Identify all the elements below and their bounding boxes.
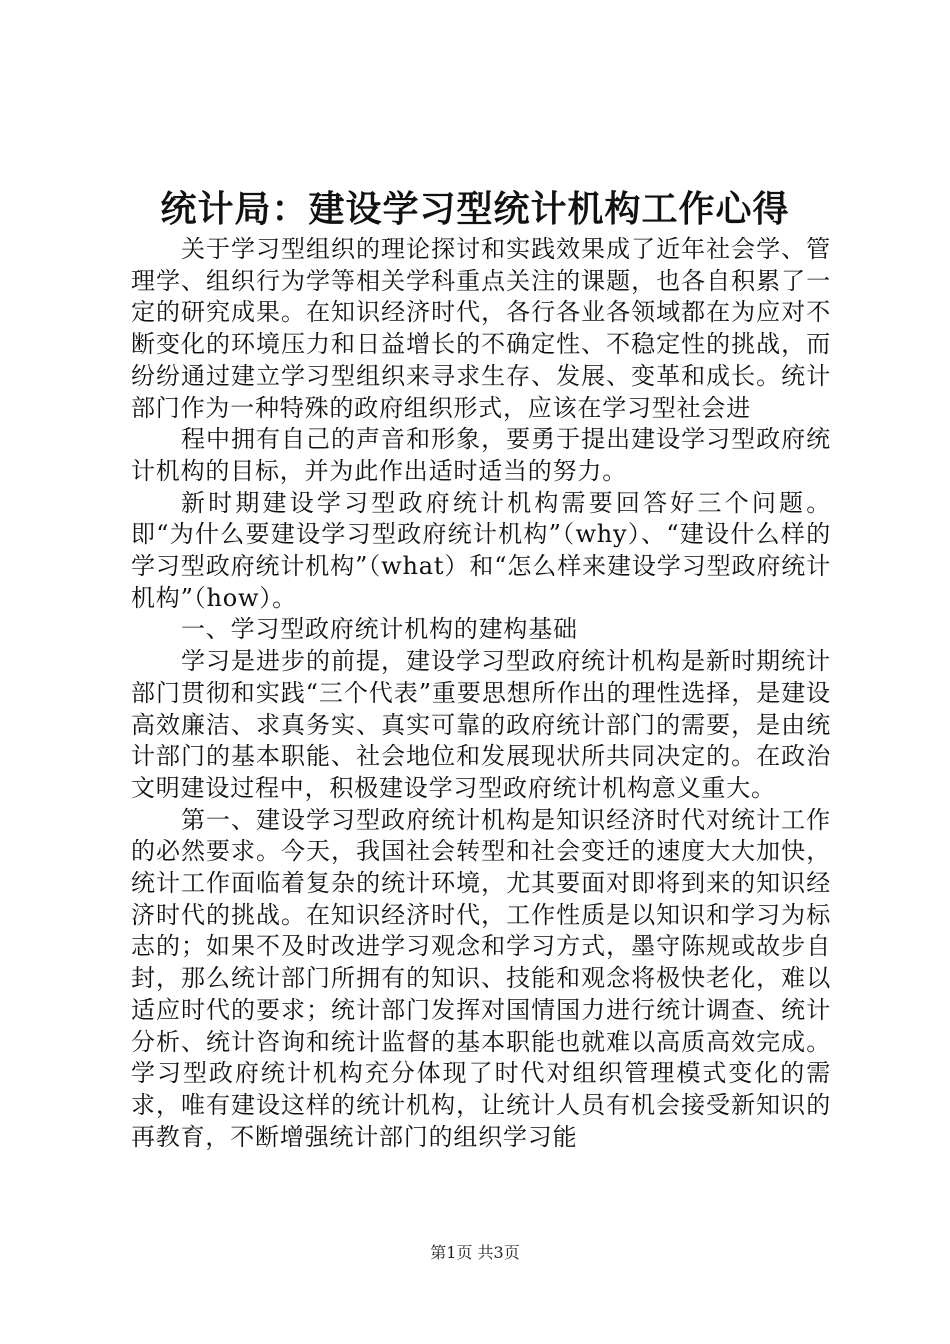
section-heading: 一、学习型政府统计机构的建构基础 — [181, 615, 578, 644]
paragraph-intro: 关于学习型组织的理论探讨和实践效果成了近年社会学、管理学、组织行为学等相关学科重点关注的课题，也各自积累了一定的研究成果。在知识经济时代，各行各业各领域都在为应对不断变化的环境压力和日益增长的不确定性、不稳定性的挑战，而纷纷通过建立学习型组织来寻求生存、发展、变革和成长。统计部门作为一种特殊的政府组织形式，应该在学习型社会进 — [131, 235, 831, 422]
paragraph-continuation: 程中拥有自己的声音和形象，要勇于提出建设学习型政府统计机构的目标，并为此作出适时适当的努力。 — [131, 425, 831, 485]
document-title: 统计局：建设学习型统计机构工作心得 — [160, 188, 790, 230]
page-number-footer: 第1页 共3页 — [430, 1243, 520, 1262]
paragraph-learning-premise: 学习是进步的前提，建设学习型政府统计机构是新时期统计部门贯彻和实践“三个代表”重要思想所作出的理性选择，是建设高效廉洁、求真务实、真实可靠的政府统计部门的需要，是由统计部门的基本职能、社会地位和发展现状所共同决定的。在政治文明建设过程中，积极建设学习型政府统计机构意义重大。 — [131, 647, 831, 802]
document-body — [131, 234, 831, 1153]
paragraph-first-point: 第一、建设学习型政府统计机构是知识经济时代对统计工作的必然要求。今天，我国社会转型和社会变迁的速度大大加快，统计工作面临着复杂的统计环境，尤其要面对即将到来的知识经济时代的挑战。在知识经济时代，工作性质是以知识和学习为标志的；如果不及时改进学习观念和学习方式，墨守陈规或故步自封，那么统计部门所拥有的知识、技能和观念将极快老化，难以适应时代的要求；统计部门发挥对国情国力进行统计调查、统计分析、统计咨询和统计监督的基本职能也就难以高质高效完成。学习型政府统计机构充分体现了时代对组织管理模式变化的需求，唯有建设这样的统计机构，让统计人员有机会接受新知识的再教育，不断增强统计部门的组织学习能 — [131, 805, 831, 1151]
paragraph-three-questions: 新时期建设学习型政府统计机构需要回答好三个问题。即“为什么要建设学习型政府统计机构”（why）、“建设什么样的学习型政府统计机构”（what）和“怎么样来建设学习型政府统计机构”（how）。 — [131, 488, 831, 612]
